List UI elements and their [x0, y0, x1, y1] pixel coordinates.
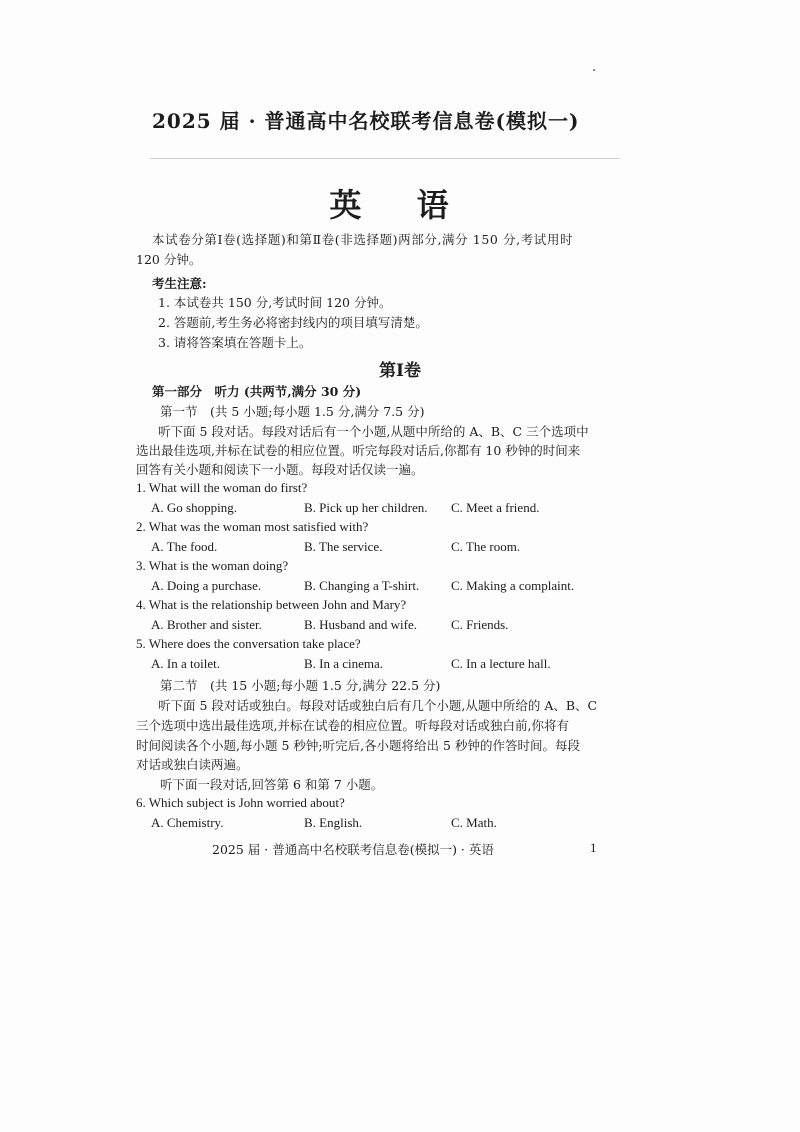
question-stem: 5. Where does the conversation take place?	[136, 636, 361, 651]
option-b: B. Changing a T-shirt.	[304, 578, 420, 593]
section-2-instruction: 时间阅读各个小题,每小题 5 秒钟;听完后,各小题将给出 5 秒钟的作答时间。每段	[136, 738, 580, 753]
page-number: 1	[590, 840, 597, 855]
option-b: B. The service.	[304, 539, 383, 554]
option-c: C. Meet a friend.	[451, 500, 540, 515]
volume-title: 第Ⅰ卷	[379, 361, 421, 381]
subject-title: 英 语	[329, 186, 471, 224]
note-item: 2. 答题前,考生务必将密封线内的项目填写清楚。	[158, 315, 428, 330]
question-stem: 4. What is the relationship between John and Mary?	[136, 597, 407, 612]
option-c: C. The room.	[451, 539, 521, 554]
option-a: A. Chemistry.	[151, 815, 224, 830]
option-b: B. Husband and wife.	[304, 617, 418, 632]
option-b: B. In a cinema.	[304, 656, 384, 671]
intro-line-1: 本试卷分第Ⅰ卷(选择题)和第Ⅱ卷(非选择题)两部分,满分 150 分,考试用时	[152, 232, 574, 247]
note-item: 1. 本试卷共 150 分,考试时间 120 分钟。	[158, 295, 392, 310]
option-a: A. Brother and sister.	[151, 617, 262, 632]
option-a: A. Go shopping.	[151, 500, 237, 515]
intro-line-2: 120 分钟。	[136, 252, 202, 267]
scan-speck	[593, 69, 595, 71]
question-stem: 2. What was the woman most satisfied with?	[136, 519, 369, 534]
exam-header-title: 2025 届 · 普通高中名校联考信息卷(模拟一)	[152, 109, 580, 133]
section-2-title: 第二节 (共 15 小题;每小题 1.5 分,满分 22.5 分)	[160, 678, 441, 693]
question-stem: 3. What is the woman doing?	[136, 558, 289, 573]
section-2-instruction: 听下面 5 段对话或独白。每段对话或独白后有几个小题,从题中所给的 A、B、C	[158, 698, 598, 713]
note-item: 3. 请将答案填在答题卡上。	[158, 335, 312, 350]
question-stem: 1. What will the woman do first?	[136, 480, 308, 495]
option-a: A. The food.	[151, 539, 218, 554]
section-1-instruction: 听下面 5 段对话。每段对话后有一个小题,从题中所给的 A、B、C 三个选项中	[158, 424, 589, 439]
option-c: C. Math.	[451, 815, 497, 830]
section-1-title: 第一节 (共 5 小题;每小题 1.5 分,满分 7.5 分)	[160, 404, 425, 419]
option-c: C. Making a complaint.	[451, 578, 575, 593]
question-stem: 6. Which subject is John worried about?	[136, 795, 345, 810]
option-c: C. Friends.	[451, 617, 509, 632]
section-2-instruction: 对话或独白读两遍。	[136, 757, 249, 772]
section-2-lead: 听下面一段对话,回答第 6 和第 7 小题。	[160, 777, 384, 792]
section-2-instruction: 三个选项中选出最佳选项,并标在试卷的相应位置。听每段对话或独白前,你将有	[136, 718, 569, 733]
page-footer: 2025 届 · 普通高中名校联考信息卷(模拟一) · 英语	[212, 842, 494, 857]
option-a: A. In a toilet.	[151, 656, 220, 671]
section-1-instruction: 选出最佳选项,并标在试卷的相应位置。听完每段对话后,你都有 10 秒钟的时间来	[136, 443, 581, 458]
option-a: A. Doing a purchase.	[151, 578, 262, 593]
option-b: B. Pick up her children.	[304, 500, 428, 515]
option-b: B. English.	[304, 815, 363, 830]
section-1-instruction: 回答有关小题和阅读下一小题。每段对话仅读一遍。	[136, 462, 424, 477]
part-title: 第一部分 听力 (共两节,满分 30 分)	[152, 384, 362, 399]
header-divider	[150, 158, 620, 159]
option-c: C. In a lecture hall.	[451, 656, 551, 671]
notes-heading: 考生注意:	[152, 276, 207, 291]
